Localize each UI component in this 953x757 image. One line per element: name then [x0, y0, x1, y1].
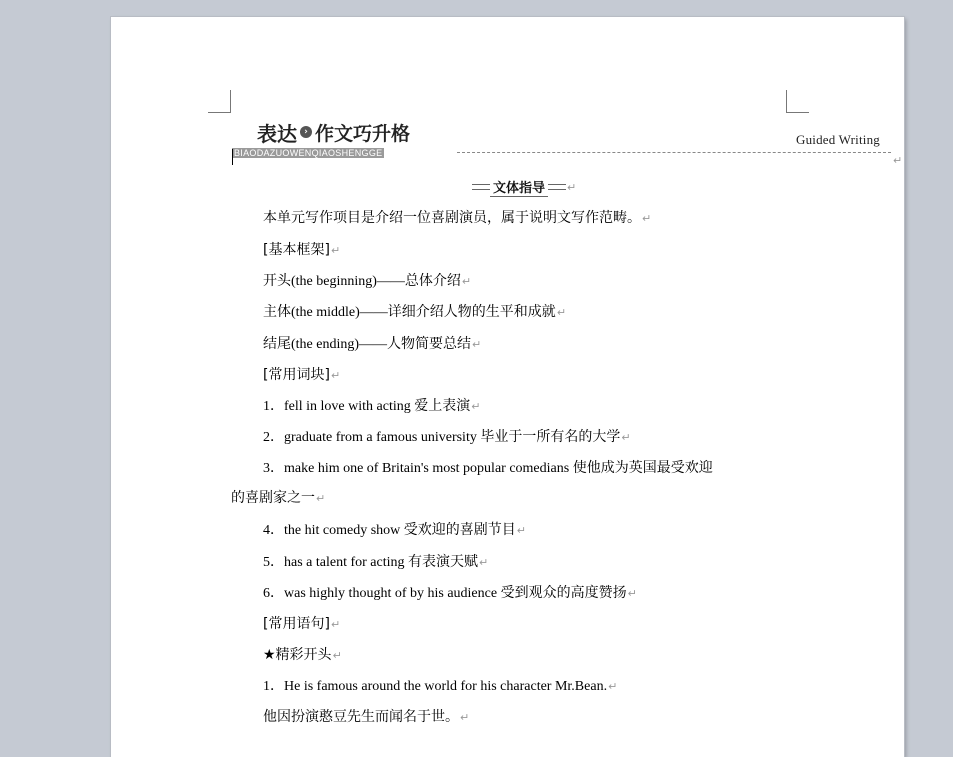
- crop-mark-top-left: [208, 90, 231, 113]
- paragraph-mark: ↵: [460, 711, 470, 724]
- body-line[interactable]: [常用词块]↵: [263, 367, 341, 383]
- header-right-label: Guided Writing: [796, 132, 880, 147]
- paragraph-mark: ↵: [567, 180, 577, 194]
- paragraph-mark: ↵: [479, 556, 489, 569]
- paragraph-mark: ↵: [330, 244, 341, 257]
- body-line[interactable]: 的喜剧家之一↵: [231, 490, 326, 506]
- paragraph-mark: ↵: [627, 587, 637, 600]
- body-line[interactable]: 本单元写作项目是介绍一位喜剧演员，属于说明文写作范畴。↵: [263, 210, 652, 226]
- section-deco-left: [472, 184, 490, 190]
- body-line[interactable]: 1．He is famous around the world for his character Mr.Bean.↵: [263, 679, 618, 694]
- header-title-rest: 作文巧升格: [315, 122, 411, 145]
- paragraph-mark: ↵: [330, 369, 341, 382]
- paragraph-mark: ↵: [893, 154, 903, 167]
- section-title: 文体指导: [490, 177, 548, 197]
- body-line[interactable]: [常用语句]↵: [263, 616, 341, 632]
- paragraph-mark: ↵: [316, 492, 326, 505]
- chevron-right-icon: ›: [300, 126, 312, 138]
- body-line[interactable]: 3．make him one of Britain's most popular comedians 使他成为英国最受欢迎: [263, 461, 713, 476]
- section-deco-right: [548, 184, 566, 190]
- paragraph-mark: ↵: [330, 618, 341, 631]
- paragraph-mark: ↵: [642, 212, 652, 225]
- paragraph-mark: ↵: [472, 338, 482, 351]
- body-line[interactable]: 1．fell in love with acting 爱上表演↵: [263, 399, 481, 414]
- body-line[interactable]: ★精彩开头↵: [263, 647, 342, 663]
- header-title: [257, 118, 410, 146]
- paragraph-mark: ↵: [461, 275, 472, 288]
- paragraph-mark: ↵: [608, 680, 618, 693]
- body-line[interactable]: 6．was highly thought of by his audience 受到观众的高度赞扬↵: [263, 586, 637, 601]
- section-heading: [472, 177, 576, 197]
- paragraph-mark: ↵: [621, 431, 631, 444]
- body-line[interactable]: 开头(the beginning)——总体介绍↵: [263, 274, 472, 289]
- body-line[interactable]: 主体(the middle)——详细介绍人物的生平和成就↵: [263, 305, 567, 320]
- body-line[interactable]: 结尾(the ending)——人物简要总结↵: [263, 337, 482, 352]
- text-cursor: [232, 149, 233, 165]
- header-divider: [457, 152, 891, 153]
- paragraph-mark: ↵: [556, 306, 567, 319]
- body-line[interactable]: 5．has a talent for acting 有表演天赋↵: [263, 555, 489, 570]
- body-line[interactable]: 2．graduate from a famous university 毕业于一所有名的大学↵: [263, 430, 631, 445]
- body-line[interactable]: 他因扮演憨豆先生而闻名于世。↵: [263, 709, 470, 725]
- body-line[interactable]: 4．the hit comedy show 受欢迎的喜剧节目↵: [263, 523, 526, 538]
- paragraph-mark: ↵: [516, 524, 526, 537]
- paragraph-mark: ↵: [471, 400, 481, 413]
- body-line[interactable]: [基本框架]↵: [263, 242, 341, 258]
- header-pinyin: BIAODAZUOWENQIAOSHENGGE: [234, 148, 383, 158]
- document-page[interactable]: [111, 17, 904, 757]
- crop-mark-top-right: [786, 90, 809, 113]
- paragraph-mark: ↵: [332, 649, 342, 662]
- header-title-main: 表达: [257, 121, 297, 146]
